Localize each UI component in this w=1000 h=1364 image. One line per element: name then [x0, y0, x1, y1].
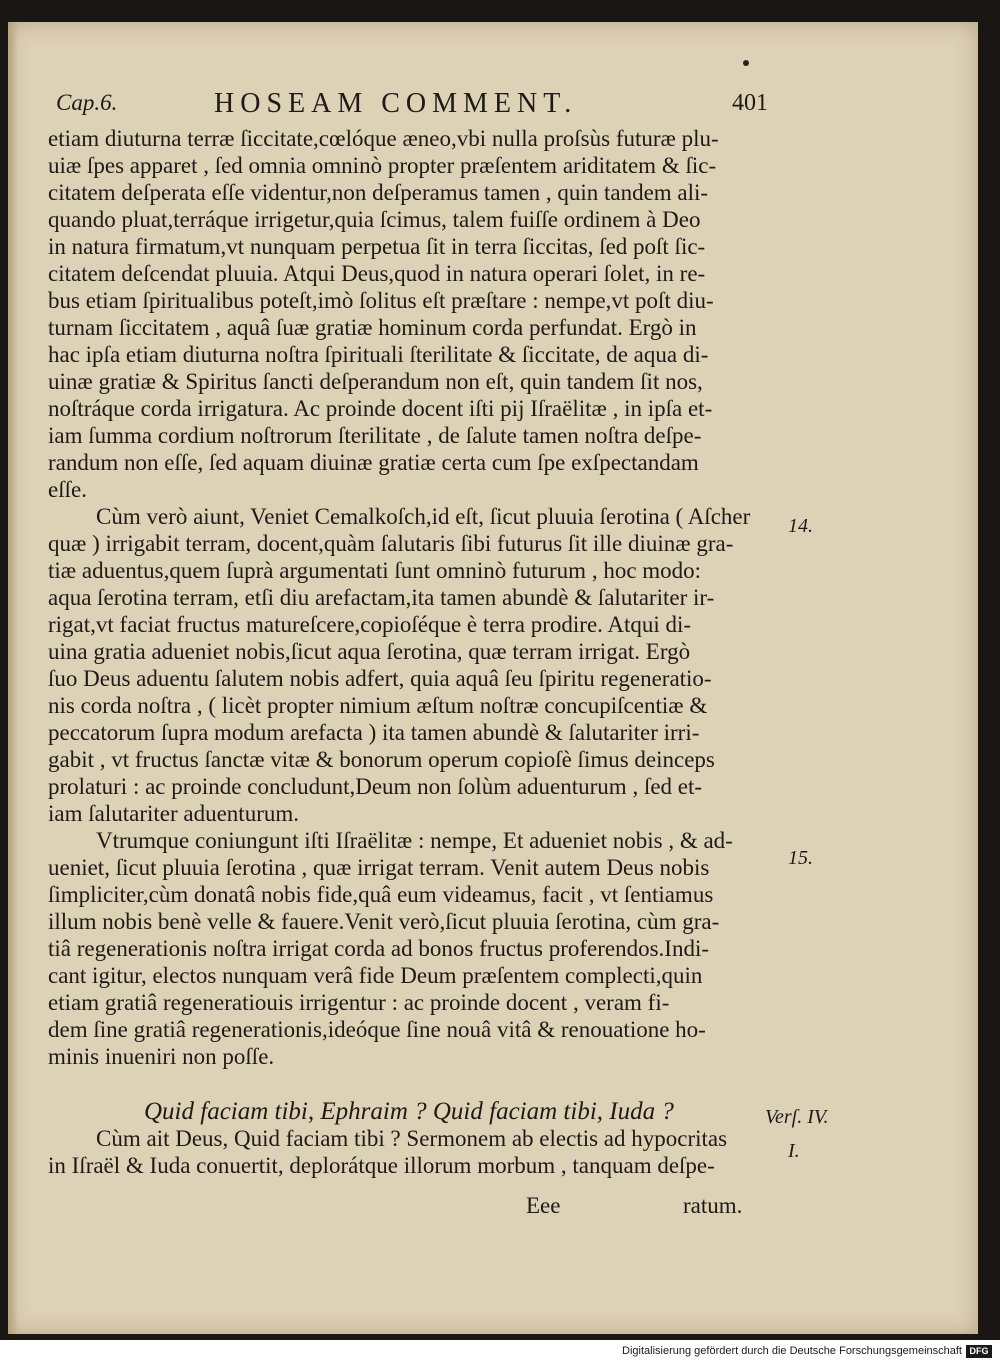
margin-note-verse-14: 14. [788, 515, 813, 537]
footer-bar [0, 1340, 1000, 1364]
verse-heading: Quid faciam tibi, Ephraim ? Quid faciam tibi, Iuda ? [144, 1098, 674, 1125]
paragraph-1: etiam diuturna terræ ſiccitate,cœlóque æneo,vbi nulla proſsùs futuræ plu- uiæ ſpes apparet , ſed omnia omninò propter præſentem ariditatem & ſic- citatem deſperata eſſe videntur,non deſperamus tamen , quin tandem ali- quando pluat,terráque irrigetur,quia ſcimus, talem fuiſſe ordinem à Deo in natura firmatum,vt nunquam perpetua ſit in terra ſiccitas, ſed poſt ſic- citatem deſcendat pluuia. Atqui Deus,quod in natura operari ſolet, in re- bus etiam ſpiritualibus poteſt,imò ſolitus eſt præſtare : nempe,vt poſt diu- turnam ſiccitatem , aquâ ſuæ gratiæ hominum corda perfundat. Ergò in hac ipſa etiam diuturna noſtra ſpirituali ſterilitate & ſiccitate, de aqua di- uinæ gratiæ & Spiritus ſancti deſperandum non eſt, quin tandem ſit nos, noſtráque corda irrigatura. Ac proinde docent iſti pij Iſraëlitæ , in ipſa et- iam ſumma cordium noſtrorum ſterilitate , de ſalute tamen noſtra deſpe- randum non eſſe, ſed aquam diuinæ gratiæ certa cum ſpe exſpectandam eſſe. [48, 126, 719, 502]
signature-mark: Eee [526, 1193, 561, 1218]
paragraph-2: Cùm verò aiunt, Veniet Cemalkoſch,id eſt, ſicut pluuia ſerotina ( Aſcher quæ ) irrigabit terram, docent,quàm ſalutaris ſibi futurus ſit ille diuinæ gra- tiæ aduentus,quem ſuprà argumentati ſunt omninò futurum , hoc modo: aqua ſerotina terram, etſi diu arefactam,ita tamen abundè & ſalutariter ir- rigat,vt faciat fructus matureſcere,copioſéque è terra prodire. Atqui di- uina gratia adueniet nobis,ſicut aqua ſerotina, quæ terram irrigat. Ergò ſuo Deus aduentu ſalutem nobis adfert, quia aquâ ſeu ſpiritu regeneratio- nis corda noſtra , ( licèt propter nimium æſtum noſtræ concupiſcentiæ & peccatorum ſupra modum arefacta ) ita tamen abundè & ſalutariter irri- gabit , vt fructus ſanctæ vitæ & bonorum operum copioſè ſimus deinceps prolaturi : ac proinde concludunt,Deum non ſolùm aduenturum , ſed et- iam ſalutariter aduenturum. [48, 504, 751, 826]
running-header [56, 90, 768, 130]
margin-note-vers: Verſ. IV. [765, 1106, 829, 1128]
paragraph-3: Vtrumque coniungunt iſti Iſraëlitæ : nempe, Et adueniet nobis , & ad- ueniet, ſicut pluuia ſerotina , quæ irrigat terram. Venit autem Deus nobis ſimpliciter,cùm donatâ nobis fide,quâ eum videamus, facit , vt ſentiamus illum nobis benè velle & fauere.Venit verò,ſicut pluuia ſerotina, cùm gra- tiâ regenerationis noſtra irrigat corda ad bonos fructus proferendos.Indi- cant igitur, electos nunquam verâ fide Deum præſentem complecti,quin etiam gratiâ regeneratiouis irrigentur : ac proinde docent , veram fi- dem ſine gratiâ regenerationis,ideóque ſine nouâ vitâ & renouatione ho- minis inueniri non poſſe. [48, 828, 733, 1069]
catchword: ratum. [683, 1193, 743, 1218]
main-text [48, 125, 760, 1179]
running-title: HOSEAM COMMENT. [214, 88, 578, 119]
paragraph-4: Cùm ait Deus, Quid faciam tibi ? Sermonem ab electis ad hypocritas in Iſraël & Iuda conuertit, deplorátque illorum morbum , tanquam deſpe- [48, 1126, 728, 1178]
margin-note-1: I. [788, 1140, 800, 1162]
ink-mark [743, 60, 749, 66]
funding-credit: Digitalisierung gefördert durch die Deutsche Forschungsgemeinschaft [622, 1345, 962, 1357]
page-number: 401 [732, 90, 768, 116]
dfg-logo: DFG [966, 1345, 992, 1358]
chapter-label: Cap.6. [56, 90, 118, 115]
margin-note-verse-15: 15. [788, 847, 813, 869]
